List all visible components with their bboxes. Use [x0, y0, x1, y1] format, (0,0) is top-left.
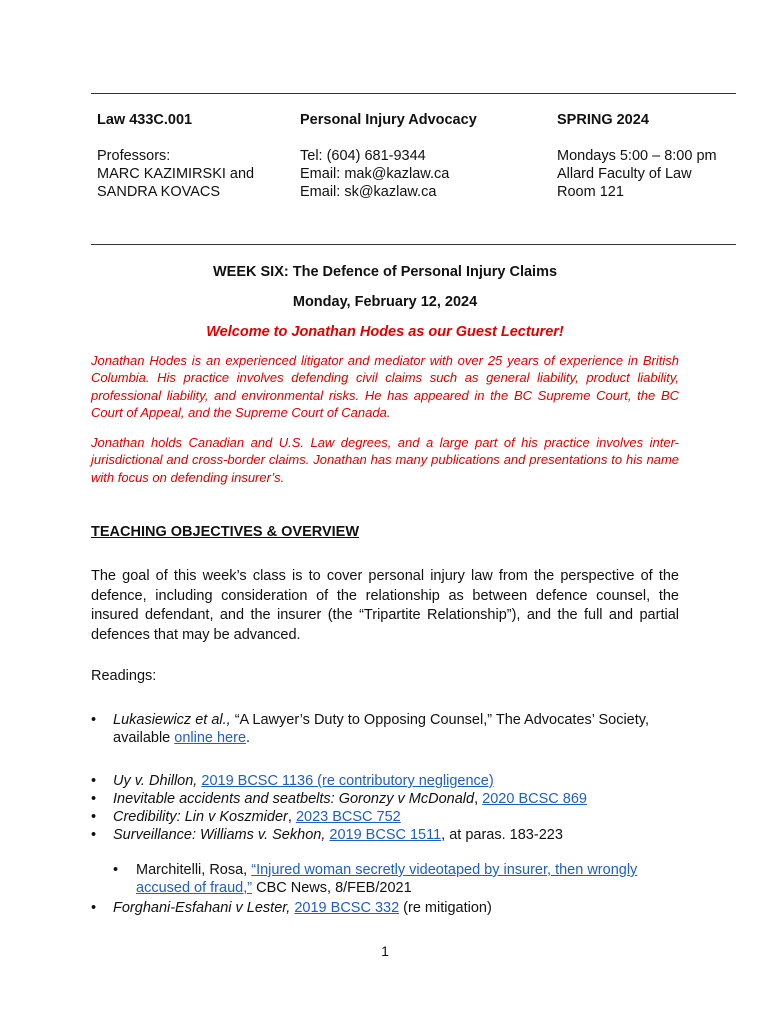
- reading-end: .: [246, 730, 251, 746]
- reading-end: , at paras. 183-223: [441, 827, 563, 843]
- separator: ,: [474, 791, 483, 807]
- list-item: [91, 808, 691, 826]
- article-author: Marchitelli, Rosa,: [136, 862, 252, 878]
- week-title: WEEK SIX: The Defence of Personal Injury Claims: [212, 264, 558, 280]
- email-1: Email: mak@kazlaw.ca: [300, 166, 450, 182]
- case-link-752[interactable]: 2023 BCSC 752: [295, 809, 401, 825]
- bullet-icon: •: [91, 900, 97, 916]
- list-item: [91, 711, 691, 747]
- bullet-icon: •: [91, 827, 97, 843]
- bullet-icon: •: [91, 791, 97, 807]
- email-2: Email: sk@kazlaw.ca: [300, 184, 437, 200]
- course-header: [97, 112, 737, 201]
- schedule: Mondays 5:00 – 8:00 pm: [557, 148, 717, 164]
- reading-end: (re mitigation): [399, 900, 492, 916]
- section-heading: TEACHING OBJECTIVES & OVERVIEW: [91, 524, 360, 540]
- case-name: Forghani-Esfahani v Lester,: [113, 900, 291, 916]
- case-link-869[interactable]: 2020 BCSC 869: [482, 791, 587, 807]
- guest-heading: Welcome to Jonathan Hodes as our Guest Lecturer!: [206, 324, 564, 340]
- class-date: Monday, February 12, 2024: [292, 294, 478, 310]
- bio-paragraph-2: Jonathan holds Canadian and U.S. Law degrees, and a large part of his practice involves inter-jurisdictional and cross-border claims. Jonathan has many publications and presentations to his name with focus on defending insurer’s.: [91, 435, 679, 485]
- list-item: [91, 826, 691, 844]
- readings-label: Readings:: [91, 668, 157, 684]
- article-source: CBC News, 8/FEB/2021: [252, 879, 412, 896]
- case-name: Uy v. Dhillon,: [113, 773, 198, 789]
- top-rule: [91, 93, 736, 94]
- page-number: 1: [381, 943, 389, 959]
- professor-line-2: SANDRA KOVACS: [97, 184, 221, 200]
- telephone: Tel: (604) 681-9344: [300, 148, 426, 164]
- list-item: [113, 862, 673, 897]
- list-item: [91, 790, 691, 808]
- reading-text: “A Lawyer’s Duty to Opposing Counsel,” The Advocates’ Society, available: [113, 712, 649, 746]
- overview-paragraph: The goal of this week’s class is to cover personal injury law from the perspective of the defence, including consideration of the relationship as between defence counsel, the insured defendant, and the insurer (the “Tripartite Relationship”), and the full and partial defences that may be advanced.: [91, 568, 679, 643]
- bullet-icon: •: [91, 809, 97, 825]
- case-link-1136[interactable]: 2019 BCSC 1136 (re contributory negligence): [201, 773, 494, 789]
- readings-list-3: [91, 899, 691, 917]
- cbc-article-link[interactable]: “Injured woman secretly videotaped by insurer, then wrongly accused of fraud,”: [136, 862, 638, 896]
- bullet-icon: •: [113, 862, 119, 878]
- case-link-332[interactable]: 2019 BCSC 332: [294, 900, 400, 916]
- bullet-icon: •: [91, 773, 97, 789]
- term: SPRING 2024: [557, 112, 649, 128]
- list-item: [91, 772, 691, 790]
- readings-list-2: [91, 772, 691, 844]
- course-title: Personal Injury Advocacy: [300, 112, 477, 128]
- bio-paragraph-1: Jonathan Hodes is an experienced litigator and mediator with over 25 years of experience in British Columbia. His practice involves defending civil claims such as general liability, product liability, professional liability, and environmental risks. He has appeared in the BC Supreme Court, the BC Court of Appeal, and the Supreme Court of Canada.: [91, 353, 679, 420]
- professors-label: Professors:: [97, 148, 171, 164]
- bullet-icon: •: [91, 712, 97, 728]
- readings-sublist: [113, 862, 673, 897]
- case-name: Inevitable accidents and seatbelts: Goronzy v McDonald: [113, 791, 475, 807]
- separator: ,: [287, 809, 296, 825]
- case-name: Credibility: Lin v Koszmider: [113, 809, 288, 825]
- bottom-rule: [91, 244, 736, 245]
- list-item: [91, 899, 691, 917]
- online-here-link[interactable]: online here: [174, 730, 247, 746]
- course-code: Law 433C.001: [97, 112, 193, 128]
- case-link-1511[interactable]: 2019 BCSC 1511: [329, 827, 442, 843]
- professor-line-1: MARC KAZIMIRSKI and: [97, 166, 255, 182]
- room: Room 121: [557, 184, 624, 200]
- location: Allard Faculty of Law: [557, 166, 692, 182]
- case-name: Surveillance: Williams v. Sekhon,: [113, 827, 326, 843]
- readings-list-1: [91, 711, 691, 747]
- reading-author: Lukasiewicz et al.,: [113, 712, 231, 728]
